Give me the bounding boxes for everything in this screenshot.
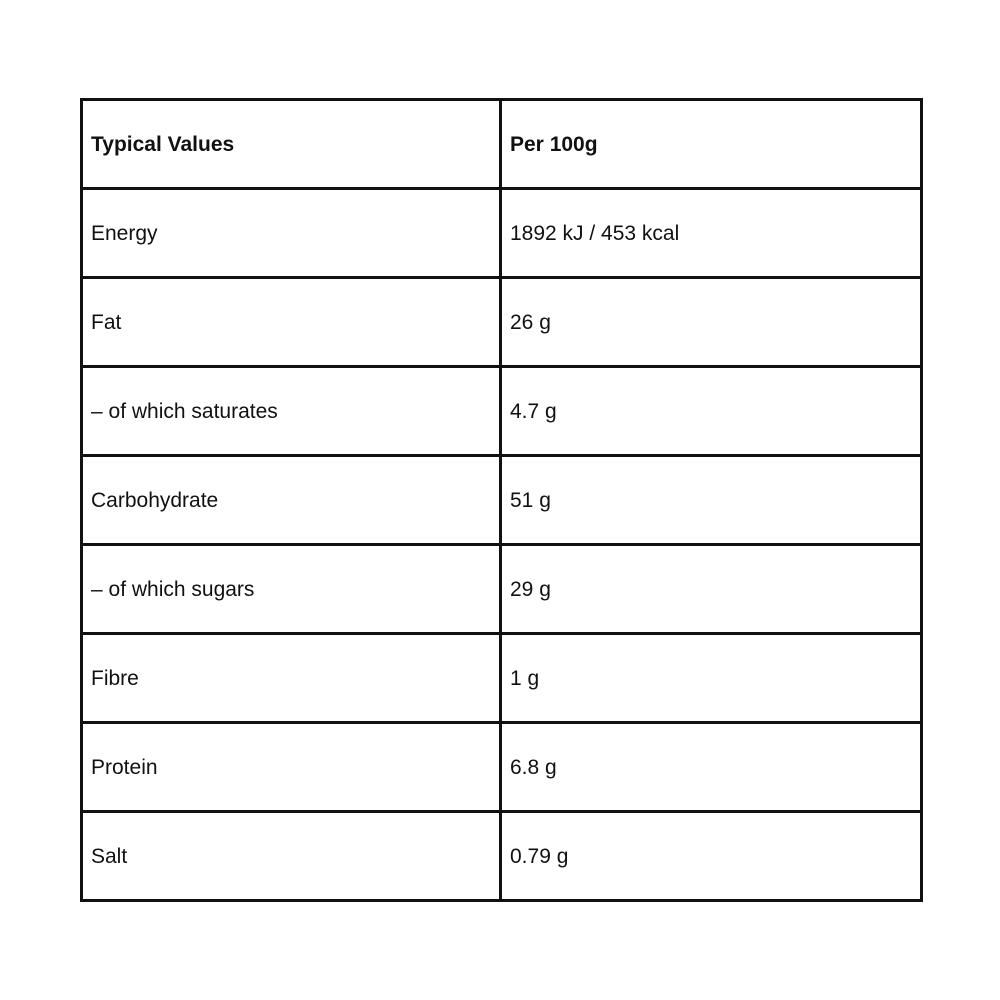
nutrient-label: Fibre	[82, 634, 501, 723]
nutrient-label: Protein	[82, 723, 501, 812]
table-row	[82, 545, 922, 634]
nutrient-label: Energy	[82, 189, 501, 278]
nutrient-value: 6.8 g	[501, 723, 922, 812]
table-row	[82, 812, 922, 901]
header-per-100g: Per 100g	[501, 100, 922, 189]
table-row	[82, 189, 922, 278]
nutrient-label: Salt	[82, 812, 501, 901]
nutrient-label: – of which saturates	[82, 367, 501, 456]
nutrient-label: – of which sugars	[82, 545, 501, 634]
nutrient-label: Carbohydrate	[82, 456, 501, 545]
nutrient-value: 0.79 g	[501, 812, 922, 901]
nutrient-label: Fat	[82, 278, 501, 367]
table-row	[82, 278, 922, 367]
nutrition-table-container	[80, 98, 920, 901]
table-header-row	[82, 100, 922, 189]
nutrient-value: 1892 kJ / 453 kcal	[501, 189, 922, 278]
header-typical-values: Typical Values	[82, 100, 501, 189]
nutrient-value: 4.7 g	[501, 367, 922, 456]
table-row	[82, 634, 922, 723]
nutrient-value: 29 g	[501, 545, 922, 634]
nutrient-value: 26 g	[501, 278, 922, 367]
nutrient-value: 1 g	[501, 634, 922, 723]
nutrition-table	[80, 98, 923, 902]
table-row	[82, 456, 922, 545]
nutrient-value: 51 g	[501, 456, 922, 545]
table-row	[82, 367, 922, 456]
table-row	[82, 723, 922, 812]
